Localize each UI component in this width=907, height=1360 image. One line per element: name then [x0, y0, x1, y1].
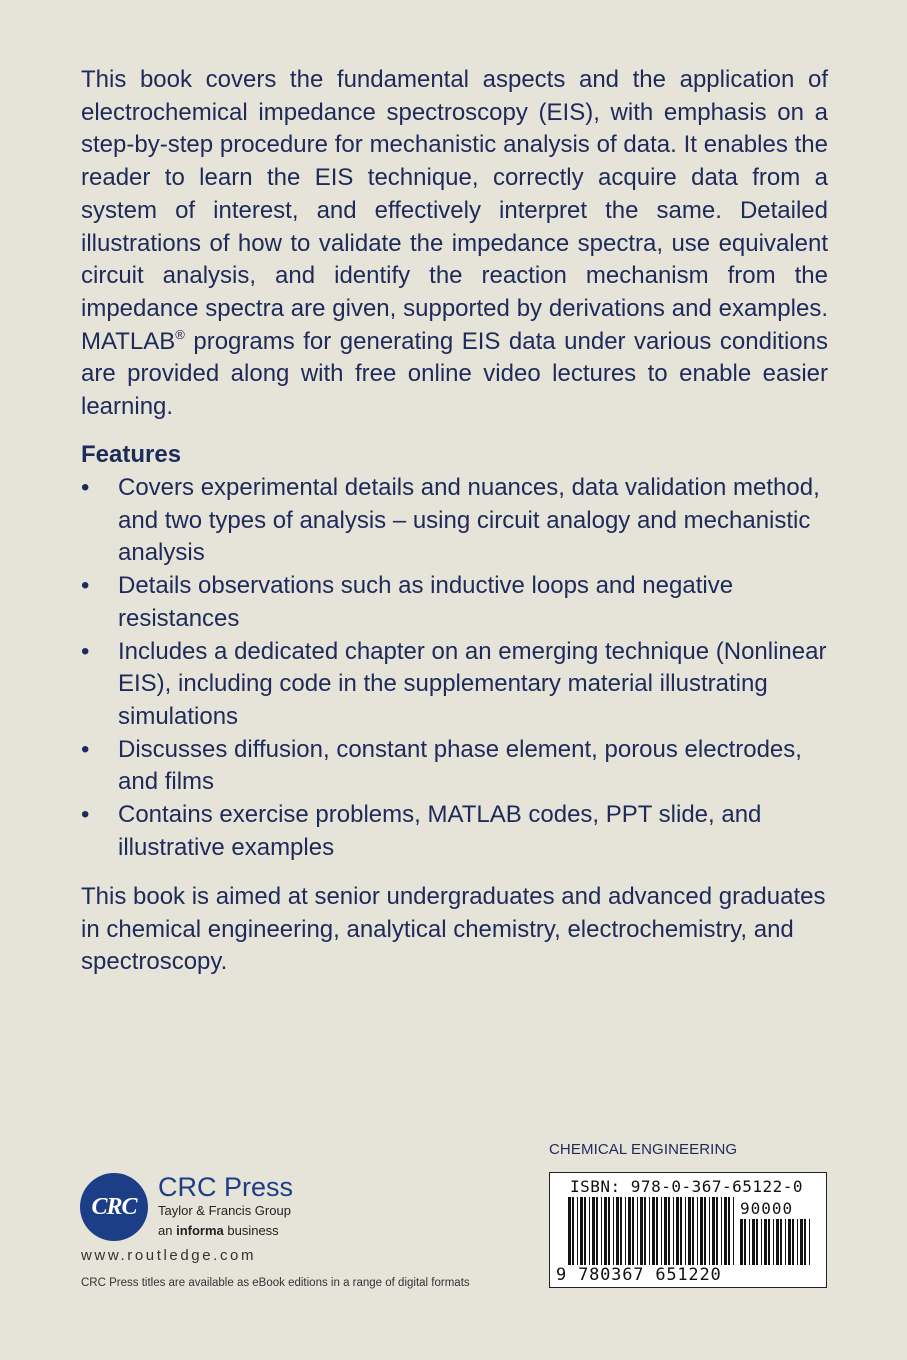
barcode-bar — [577, 1197, 578, 1265]
barcode-bar — [637, 1197, 638, 1265]
publisher-group: Taylor & Francis Group — [158, 1203, 291, 1218]
barcode-bar — [744, 1219, 746, 1265]
list-item — [81, 472, 841, 570]
barcode-bar — [604, 1197, 607, 1265]
barcode-bar — [584, 1197, 586, 1265]
barcode-bar — [649, 1197, 650, 1265]
barcode-bar — [780, 1219, 782, 1265]
barcode-bar — [680, 1197, 682, 1265]
logo-text: CRC — [91, 1193, 137, 1220]
barcode-bar — [668, 1197, 670, 1265]
barcode-bar — [589, 1197, 590, 1265]
barcode-bar — [652, 1197, 655, 1265]
barcode-bar — [804, 1219, 806, 1265]
barcode-bar — [716, 1197, 718, 1265]
feature-text: Discusses diffusion, constant phase element, porous electrodes, and films — [118, 735, 802, 796]
barcode-bar — [608, 1197, 610, 1265]
barcode-bar — [620, 1197, 622, 1265]
website-url: www.routledge.com — [81, 1247, 257, 1264]
barcode-bar — [792, 1219, 794, 1265]
barcode-bar — [676, 1197, 679, 1265]
barcode-bar — [752, 1219, 755, 1265]
barcode-bar — [800, 1219, 803, 1265]
barcode-bar — [704, 1197, 706, 1265]
business-brand: informa — [176, 1223, 224, 1238]
feature-text: Details observations such as inductive loops and negative resistances — [118, 572, 734, 632]
barcode-bar — [700, 1197, 703, 1265]
barcode-bar — [628, 1197, 631, 1265]
barcode-bar — [764, 1219, 767, 1265]
barcode-bar — [644, 1197, 646, 1265]
business-prefix: an — [158, 1223, 177, 1238]
barcode-bar — [692, 1197, 694, 1265]
barcode-bar — [740, 1219, 743, 1265]
list-item — [81, 636, 841, 734]
barcode-bar — [809, 1219, 810, 1265]
ean-digits: 9 780367 651220 — [556, 1265, 722, 1285]
barcode-bar — [697, 1197, 698, 1265]
subject-category: CHEMICAL ENGINEERING — [549, 1141, 738, 1158]
list-item — [81, 799, 841, 864]
description-text-continued: programs for generating EIS data under various conditions are provided along with free online video lectures to enable easier learning. — [81, 327, 828, 421]
barcode-bar — [776, 1219, 779, 1265]
barcode-bar — [728, 1197, 730, 1265]
barcode-bar — [685, 1197, 686, 1265]
barcode-bar — [632, 1197, 634, 1265]
audience-statement: This book is aimed at senior undergraduates and advanced graduates in chemical engineering, analytical chemistry, electrochemistry, and spectroscopy. — [81, 883, 826, 976]
features-list — [81, 472, 841, 864]
publisher-business — [158, 1223, 279, 1239]
bullet-icon: • — [81, 735, 90, 763]
barcode-bar — [773, 1219, 774, 1265]
barcode-bar — [712, 1197, 715, 1265]
business-suffix: business — [223, 1223, 279, 1238]
barcode-bar — [756, 1219, 758, 1265]
barcode-bar — [664, 1197, 667, 1265]
barcode-bar — [625, 1197, 626, 1265]
feature-text: Includes a dedicated chapter on an emerging technique (Nonlinear EIS), including code in the supplementary material illustrating simulations — [118, 637, 827, 730]
barcode-bar — [785, 1219, 786, 1265]
bullet-icon: • — [81, 801, 90, 829]
barcode-bar — [640, 1197, 643, 1265]
isbn-label: ISBN: 978-0-367-65122-0 — [570, 1177, 804, 1196]
barcode-bar — [768, 1219, 770, 1265]
barcode-bar — [661, 1197, 662, 1265]
book-description — [81, 64, 828, 424]
barcode-bar — [613, 1197, 614, 1265]
barcode-bar — [592, 1197, 595, 1265]
barcode-bar — [721, 1197, 722, 1265]
barcode-bar — [572, 1197, 574, 1265]
barcode-bar — [616, 1197, 619, 1265]
barcode-bar — [709, 1197, 710, 1265]
barcode-bar — [596, 1197, 598, 1265]
bullet-icon: • — [81, 474, 90, 501]
registered-mark: ® — [175, 326, 185, 342]
barcode-bar — [688, 1197, 691, 1265]
feature-text: Covers experimental details and nuances, data validation method, and two types of analysis – using circuit analogy and mechanistic analysis — [118, 474, 820, 567]
barcode-bar — [733, 1197, 734, 1265]
bullet-icon: • — [81, 637, 90, 665]
crc-logo-icon — [80, 1173, 148, 1241]
barcode-bar — [724, 1197, 727, 1265]
barcode-bar — [568, 1197, 571, 1265]
barcode-bar — [761, 1219, 762, 1265]
ebook-note: CRC Press titles are available as eBook editions in a range of digital formats — [81, 1277, 470, 1289]
price-code: 90000 — [740, 1199, 794, 1218]
publisher-name: CRC Press — [158, 1172, 294, 1202]
barcode-bar — [749, 1219, 750, 1265]
features-heading: Features — [81, 441, 182, 468]
bullet-icon: • — [81, 572, 90, 600]
list-item — [81, 734, 841, 799]
barcode-bar — [673, 1197, 674, 1265]
barcode-bar — [601, 1197, 602, 1265]
barcode-bar — [580, 1197, 583, 1265]
barcode-bar — [656, 1197, 658, 1265]
description-text: This book covers the fundamental aspects and the application of electrochemical impedance spectroscopy (EIS), with emphasis on a step-by-step procedure for mechanistic analysis of data. It enables the reader to learn the EIS technique, correctly acquire data from a system of interest, and effectively interpret the same. Detailed illustrations of how to validate the impedance spectra, use equivalent circuit analysis, and identify the reaction mechanism from the impedance spectra are given, supported by derivations and examples. MATLAB — [81, 66, 828, 355]
isbn-barcode — [549, 1172, 827, 1288]
feature-text: Contains exercise problems, MATLAB codes, PPT slide, and illustrative examples — [118, 801, 762, 861]
barcode-bar — [788, 1219, 791, 1265]
list-item — [81, 570, 841, 635]
barcode-bar — [797, 1219, 798, 1265]
